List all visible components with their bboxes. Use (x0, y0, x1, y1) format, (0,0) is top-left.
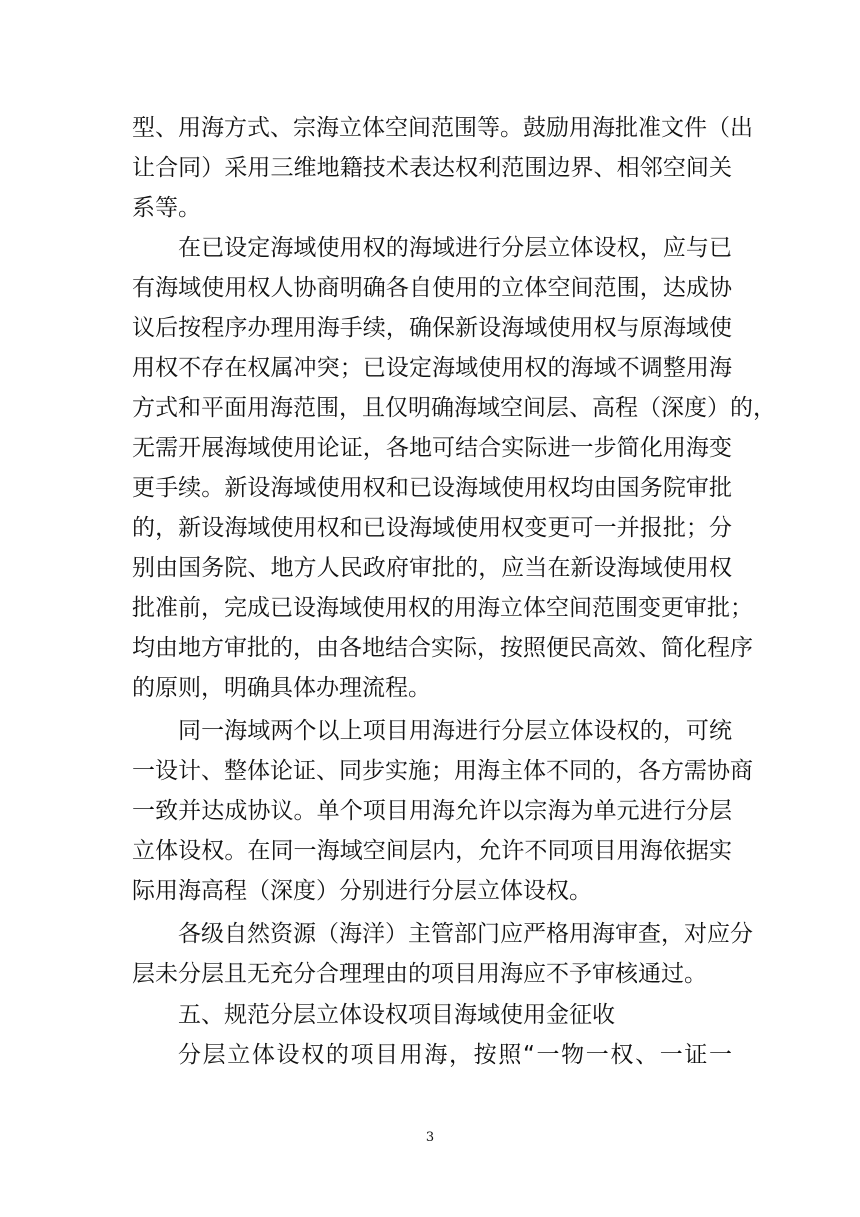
paragraph-first-line: 在已设定海域使用权的海域进行分层立体设权，应与已 (178, 235, 732, 261)
text-line: 一设计、整体论证、同步实施；用海主体不同的，各方需协商 (132, 758, 753, 784)
text-line: 的原则，明确具体办理流程。 (132, 675, 431, 701)
text-line: 用权不存在权属冲突；已设定海域使用权的海域不调整用海 (132, 355, 732, 381)
text-line: 无需开展海域使用论证，各地可结合实际进一步简化用海变 (132, 435, 732, 461)
paragraph-first-line: 同一海域两个以上项目用海进行分层立体设权的，可统 (178, 718, 732, 744)
text-line: 让合同）采用三维地籍技术表达权利范围边界、相邻空间关 (132, 155, 732, 181)
paragraph-first-line: 分层立体设权的项目用海，按照“一物一权、一证一 (178, 1042, 732, 1068)
paragraph-first-line: 各级自然资源（海洋）主管部门应严格用海审查，对应分 (178, 921, 753, 947)
text-line: 系等。 (132, 195, 201, 221)
text-line: 别由国务院、地方人民政府审批的，应当在新设海域使用权 (132, 555, 732, 581)
text-line: 批准前，完成已设海域使用权的用海立体空间范围变更审批； (132, 595, 753, 621)
text-line: 更手续。新设海域使用权和已设海域使用权均由国务院审批 (132, 475, 732, 501)
section-heading: 五、规范分层立体设权项目海域使用金征收 (178, 1002, 615, 1028)
text-line: 有海域使用权人协商明确各自使用的立体空间范围，达成协 (132, 275, 732, 301)
text-line: 型、用海方式、宗海立体空间范围等。鼓励用海批准文件（出 (132, 115, 753, 141)
text-line: 层未分层且无充分合理理由的项目用海应不予审核通过。 (132, 961, 707, 987)
text-line: 的，新设海域使用权和已设海域使用权变更可一并报批；分 (132, 515, 732, 541)
text-line: 一致并达成协议。单个项目用海允许以宗海为单元进行分层 (132, 798, 732, 824)
page-number: 3 (425, 1130, 435, 1145)
text-line: 议后按程序办理用海手续，确保新设海域使用权与原海域使 (132, 315, 732, 341)
text-line: 立体设权。在同一海域空间层内，允许不同项目用海依据实 (132, 838, 732, 864)
text-line: 方式和平面用海范围，且仅明确海域空间层、高程（深度）的， (132, 395, 776, 421)
text-line: 际用海高程（深度）分别进行分层立体设权。 (132, 878, 592, 904)
text-line: 均由地方审批的，由各地结合实际，按照便民高效、简化程序 (132, 635, 753, 661)
